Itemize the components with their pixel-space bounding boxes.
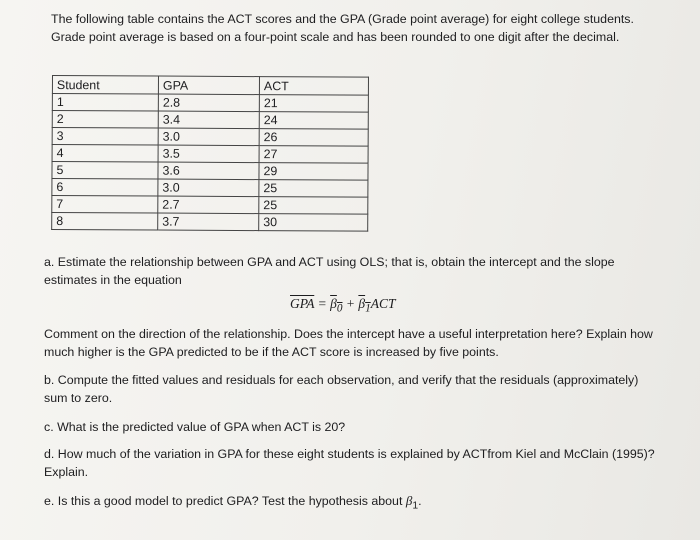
beta0-symbol: β (330, 296, 337, 311)
equation-plus: + (342, 296, 359, 311)
table-row (52, 196, 368, 215)
header-act: ACT (259, 77, 368, 96)
cell-act: 26 (259, 129, 368, 147)
table-row (52, 162, 368, 181)
cell-student: 1 (52, 94, 158, 112)
cell-gpa: 3.4 (158, 111, 259, 129)
cell-student: 3 (52, 128, 158, 146)
equation-b0 (330, 296, 343, 315)
cell-gpa: 3.6 (158, 162, 259, 180)
table-row (52, 179, 368, 198)
table-row (52, 128, 368, 147)
equation-variable: ACT (370, 296, 396, 311)
question-e-subscript: 1 (412, 500, 419, 512)
beta0-subscript: 0 (336, 302, 343, 315)
question-d: d. How much of the variation in GPA for these eight students is explained by ACTfrom Kiel and McClain (1995)? Explain. (44, 447, 655, 479)
cell-gpa: 3.0 (158, 128, 259, 146)
equation-b1 (358, 296, 371, 315)
cell-act: 25 (259, 197, 368, 215)
header-gpa: GPA (158, 76, 259, 95)
cell-act: 27 (259, 146, 368, 164)
equation-lhs: $\overline{GPA}$ (290, 296, 315, 311)
intro-paragraph: The following table contains the ACT scores and the GPA (Grade point average) for eight college students. Grade point average is based on a four-point scale and has been rounded to one digit after the decimal. (51, 12, 634, 44)
beta1-subscript: 1 (365, 302, 371, 315)
cell-gpa: 3.0 (158, 179, 259, 197)
cell-gpa: 2.8 (158, 94, 259, 112)
cell-gpa: 3.7 (158, 213, 259, 231)
table-row (52, 145, 368, 164)
question-e-period: . (418, 494, 422, 508)
question-c: c. What is the predicted value of GPA when ACT is 20? (44, 420, 346, 434)
table-row (52, 213, 368, 232)
question-e-text: e. Is this a good model to predict GPA? Test the hypothesis about (44, 494, 406, 508)
regression-equation (290, 296, 396, 315)
cell-act: 21 (259, 95, 368, 113)
question-a-part2: Comment on the direction of the relationship. Does the intercept have a useful interpretation here? Explain how much higher is the GPA predicted to be if the ACT score is increased by five points. (44, 327, 653, 359)
cell-student: 7 (52, 196, 158, 214)
question-e (44, 492, 659, 515)
cell-act: 24 (259, 112, 368, 130)
cell-student: 6 (52, 179, 158, 197)
cell-act: 29 (259, 163, 368, 181)
table-row (52, 111, 368, 130)
table-header-row (52, 76, 368, 96)
cell-student: 2 (52, 111, 158, 129)
cell-student: 5 (52, 162, 158, 180)
table-row (52, 94, 368, 113)
cell-act: 30 (259, 214, 368, 232)
question-a-part1: a. Estimate the relationship between GPA and ACT using OLS; that is, obtain the intercept and the slope estimates in the equation (44, 255, 615, 287)
scores-table (51, 75, 369, 232)
equation-equals: = (314, 296, 331, 311)
cell-student: 4 (52, 145, 158, 163)
cell-act: 25 (259, 180, 368, 198)
header-student: Student (52, 76, 158, 95)
question-b: b. Compute the fitted values and residuals for each observation, and verify that the residuals (approximately) sum to zero. (44, 373, 639, 405)
cell-student: 8 (52, 213, 158, 231)
question-e-beta: β (405, 493, 413, 508)
cell-gpa: 2.7 (158, 196, 259, 214)
beta1-symbol: β (358, 296, 366, 311)
cell-gpa: 3.5 (158, 145, 259, 163)
